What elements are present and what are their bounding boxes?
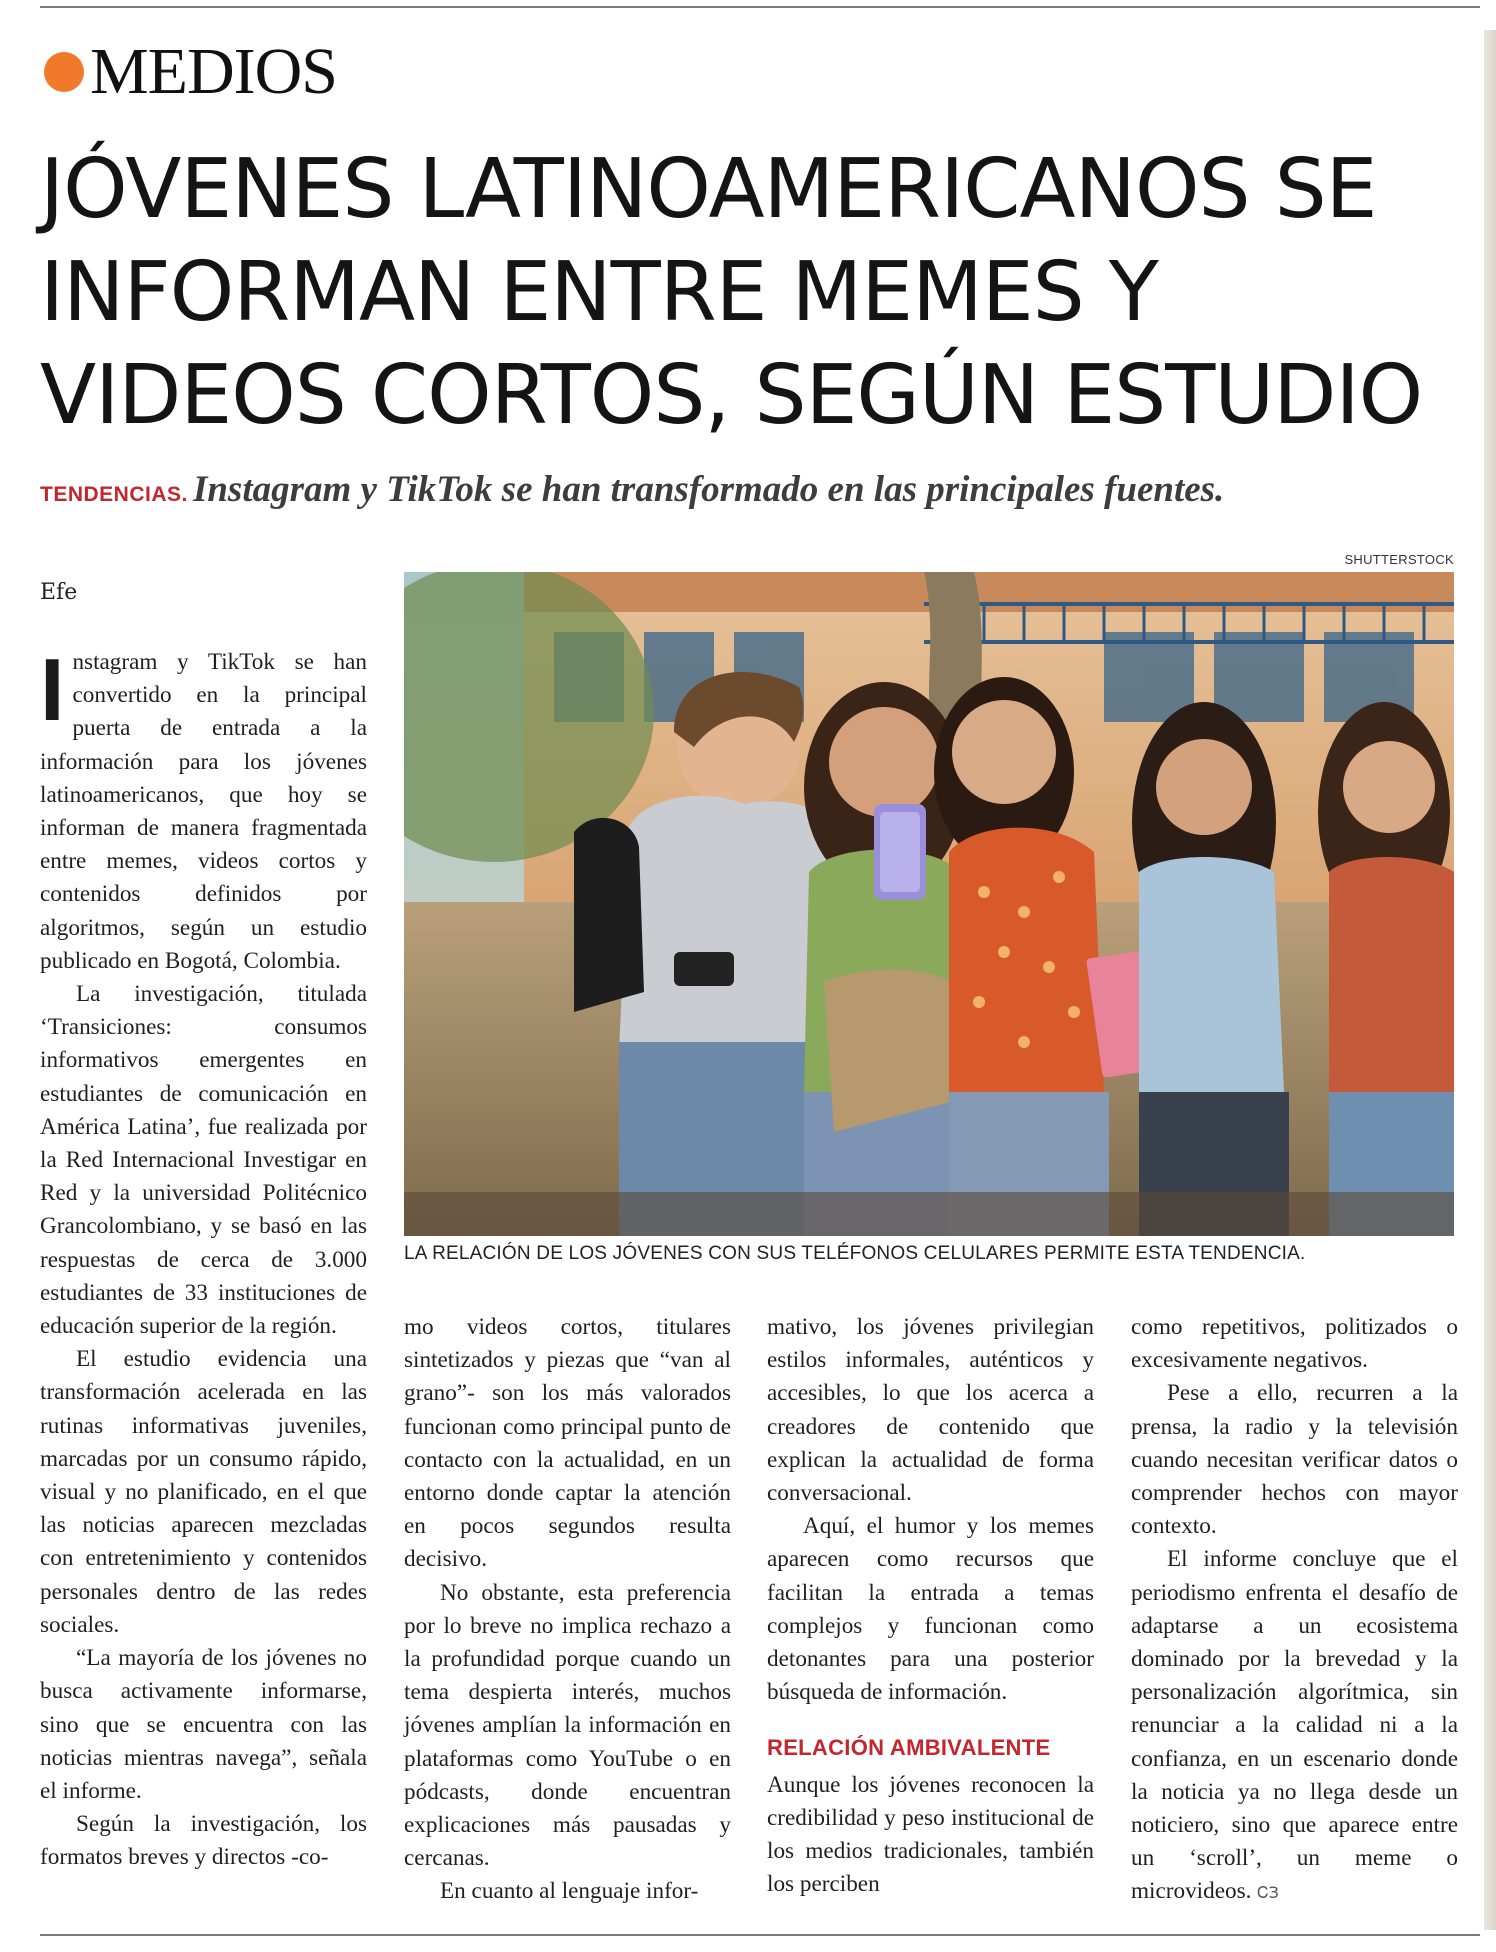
article-paragraph [40,640,367,978]
section-label: MEDIOS [90,35,338,108]
adjacent-page-edge [1484,30,1496,1930]
headline-line-2: INFORMAN ENTRE MEMES Y [40,245,1158,340]
dek-text: Instagram y TikTok se han transformado en las principales fuentes. [192,469,1225,510]
photo-caption: LA RELACIÓN DE LOS JÓVENES CON SUS TELÉFONOS CELULARES PERMITE ESTA TENDENCIA. [404,1243,1306,1264]
article-paragraph: La investigación, titulada ‘Transiciones: consumos informativos emergentes en estudiantes de comunicación en América Latina’, fue realizada por la Red Internacional Investigar en Red y la universidad Politécnico Grancolombiano, y se basó en las respuestas de cerca de 3.000 estudiantes de 33 instituciones de educación superior de la región. [40,981,367,1340]
dek-kicker: TENDENCIAS. [40,483,188,506]
article-column-4 [1131,1311,1458,1910]
article-paragraph: Aquí, el humor y los memes aparecen como recursos que facilitan la entrada a temas complejos y funcionan como detonantes para una posterior búsqueda de información. [767,1513,1094,1706]
article-paragraph: No obstante, esta preferencia por lo breve no implica rechazo a la profundidad porque cuando un tema despierta interés, muchos jóvenes amplían la información en plataformas como YouTube o en pódcasts, donde encuentran explicaciones más pausadas y cercanas. [404,1579,731,1872]
headline [40,138,1480,447]
students-with-phones-illustration [404,572,1454,1236]
section-dot-icon [44,52,84,92]
drop-cap: I [40,640,65,739]
closing-paragraph-text: El informe concluye que el periodismo enfrenta el desafío de adaptarse a un ecosistema dominado por la brevedad y la personalización algorítmica, sin renunciar a la calidad ni a la confianza, en un escenario donde la noticia ya no llega desde un noticiero, sino que aparece entre un ‘scroll’, un meme o microvideos. [1131,1546,1458,1905]
article-paragraph [1131,1543,1458,1909]
end-mark-icon: ᏟЗ [1257,1883,1279,1903]
article-column-2 [404,1311,731,1909]
article-paragraph: Aunque los jóvenes reconocen la credibilidad y peso institucional de los medios tradicionales, también los perciben [767,1771,1094,1898]
article-paragraph: mativo, los jóvenes privilegian estilos informales, auténticos y accesibles, lo que los acerca a creadores de contenido que explican la actualidad de forma conversacional. [767,1314,1094,1507]
headline-line-3: VIDEOS CORTOS, SEGÚN ESTUDIO [40,348,1423,443]
article-paragraph: El estudio evidencia una transformación acelerada en las rutinas informativas juveniles, marcadas por un consumo rápido, visual y no planificado, en el que las noticias aparecen mezcladas con entretenimiento y contenidos personales dentro de las redes sociales. [40,1346,367,1638]
subheading: RELACIÓN AMBIVALENTE [767,1735,1051,1761]
article-paragraph: mo videos cortos, titulares sintetizados y piezas que “van al grano”- son los más valorados funcionan como principal punto de contacto con la actualidad, en un entorno donde captar la atención en pocos segundos resulta decisivo. [404,1314,731,1573]
article-paragraph: En cuanto al lenguaje infor- [440,1878,699,1905]
article-paragraph: como repetitivos, politizados o excesivamente negativos. [1131,1314,1458,1374]
article-column-3 [767,1311,1094,1901]
photo-credit: SHUTTERSTOCK [1344,552,1454,567]
headline-line-1: JÓVENES LATINOAMERICANOS SE [40,142,1377,237]
top-rule [40,6,1480,8]
article-paragraph: Según la investigación, los formatos breves y directos -co- [40,1811,367,1871]
lead-paragraph-text: nstagram y TikTok se han convertido en la principal puerta de entrada a la información para los jóvenes latinoamericanos, que hoy se informan de manera fragmentada entre memes, videos cortos y contenidos definidos por algoritmos, según un estudio publicado en Bogotá, Colombia. [40,649,367,974]
article-column-1 [40,640,367,1875]
article-paragraph: Pese a ello, recurren a la prensa, la radio y la televisión cuando necesitan verificar datos o comprender hechos con mayor contexto. [1131,1380,1458,1540]
article-photo [404,572,1454,1236]
dek [40,468,1224,511]
byline: Efe [40,580,78,605]
article-paragraph: “La mayoría de los jóvenes no busca activamente informarse, sino que se encuentra con las noticias mientras navega”, señala el informe. [40,1645,367,1804]
bottom-rule [40,1934,1480,1936]
